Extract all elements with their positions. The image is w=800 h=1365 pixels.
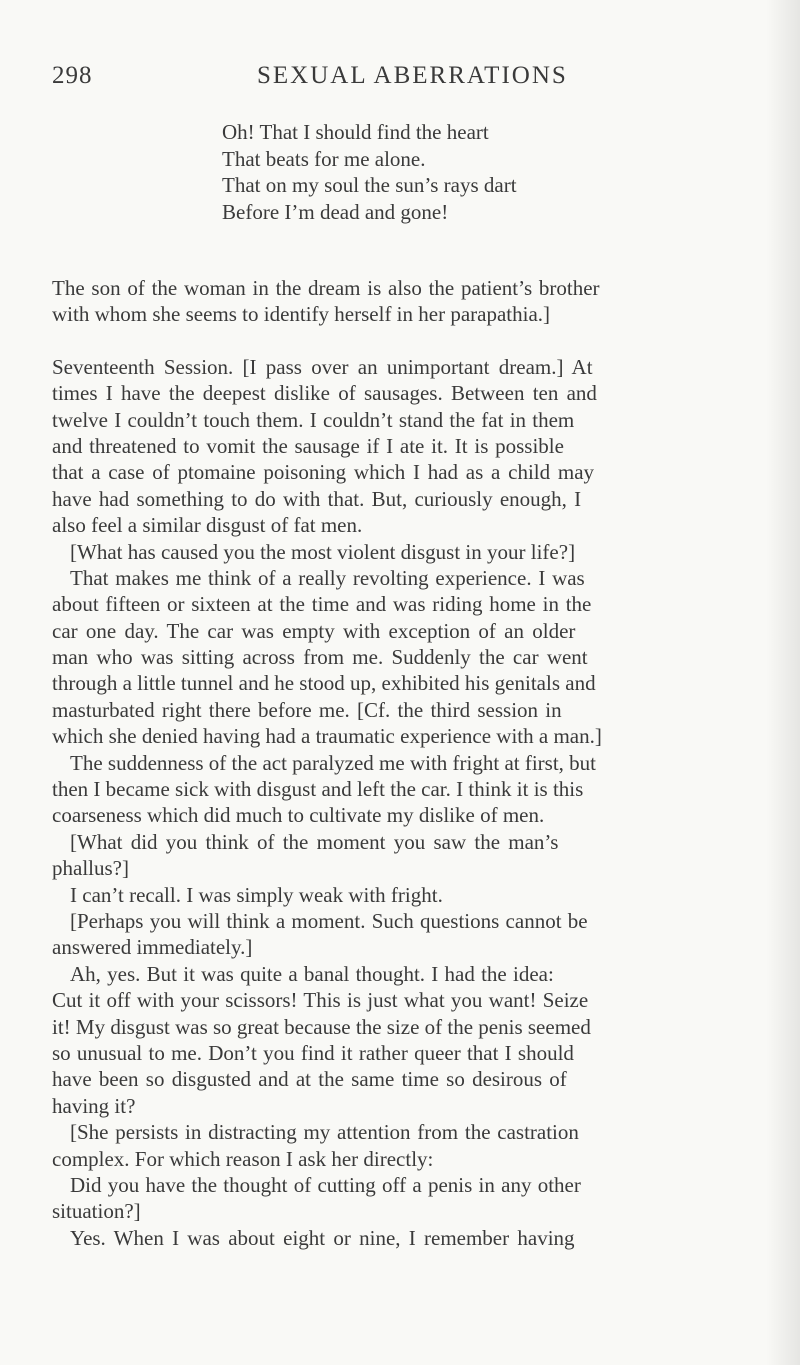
text-line: through a little tunnel and he stood up, exhibited his genitals and xyxy=(52,671,596,696)
text-line: phallus?] xyxy=(52,856,129,881)
poem-line: That beats for me alone. xyxy=(222,146,426,171)
text-line: having it? xyxy=(52,1093,136,1118)
text-line: [What has caused you the most violent disgust in your life?] xyxy=(70,539,576,564)
text-line: with whom she seems to identify herself in her parapathia.] xyxy=(52,302,551,327)
page-number: 298 xyxy=(52,62,93,89)
text-line: it! My disgust was so great because the size of the penis seemed xyxy=(52,1014,591,1039)
poem-line: Oh! That I should find the heart xyxy=(222,120,489,144)
text-line: car one day. The car was empty with exception of an older xyxy=(52,618,576,643)
text-line: answered immediately.] xyxy=(52,935,253,960)
text-line: masturbated right there before me. [Cf. the third session in xyxy=(52,697,562,722)
text-line: complex. For which reason I ask her directly: xyxy=(52,1146,434,1171)
text-line: so unusual to me. Don’t you find it rather queer that I should xyxy=(52,1040,574,1065)
paragraph-gap xyxy=(52,328,792,354)
text-line: then I became sick with disgust and left the car. I think it is this xyxy=(52,777,584,802)
text-line: That makes me think of a really revolting experience. I was xyxy=(70,565,585,590)
text-line: [Perhaps you will think a moment. Such questions cannot be xyxy=(70,908,588,933)
text-line: have been so disgusted and at the same time so desirous of xyxy=(52,1067,567,1092)
text-line: situation?] xyxy=(52,1199,141,1224)
text-line: about fifteen or sixteen at the time and was riding home in the xyxy=(52,592,592,617)
text-line: Seventeenth Session. [I pass over an unimportant dream.] At xyxy=(52,354,593,379)
poem-line: That on my soul the sun’s rays dart xyxy=(222,173,517,197)
poem-stanza xyxy=(222,119,517,225)
body-text xyxy=(52,275,792,1251)
text-line: coarseness which did much to cultivate my dislike of men. xyxy=(52,803,545,828)
running-head: SEXUAL ABERRATIONS xyxy=(257,62,568,89)
text-line: [What did you think of the moment you saw the man’s xyxy=(70,829,559,854)
text-line: [She persists in distracting my attention from the castration xyxy=(70,1120,579,1145)
text-line: The suddenness of the act paralyzed me with fright at first, but xyxy=(70,750,597,775)
text-line: that a case of ptomaine poisoning which I had as a child may xyxy=(52,460,595,485)
text-line: Yes. When I was about eight or nine, I remember having xyxy=(70,1225,575,1250)
text-line: twelve I couldn’t touch them. I couldn’t stand the fat in them xyxy=(52,407,575,432)
text-line: Cut it off with your scissors! This is just what you want! Seize xyxy=(52,988,589,1013)
text-line: and threatened to vomit the sausage if I ate it. It is possible xyxy=(52,433,564,458)
text-line: also feel a similar disgust of fat men. xyxy=(52,513,363,538)
text-line: I can’t recall. I was simply weak with fright. xyxy=(70,882,443,907)
text-line: have had something to do with that. But, curiously enough, I xyxy=(52,486,582,511)
text-line: The son of the woman in the dream is also the patient’s brother xyxy=(52,276,600,300)
text-line: which she denied having had a traumatic experience with a man.] xyxy=(52,724,602,749)
poem-line: Before I’m dead and gone! xyxy=(222,199,449,224)
text-line: man who was sitting across from me. Suddenly the car went xyxy=(52,645,588,670)
text-line: Did you have the thought of cutting off a penis in any other xyxy=(70,1172,581,1197)
text-line: times I have the deepest dislike of sausages. Between ten and xyxy=(52,381,597,406)
text-line: Ah, yes. But it was quite a banal thought. I had the idea: xyxy=(70,961,554,986)
